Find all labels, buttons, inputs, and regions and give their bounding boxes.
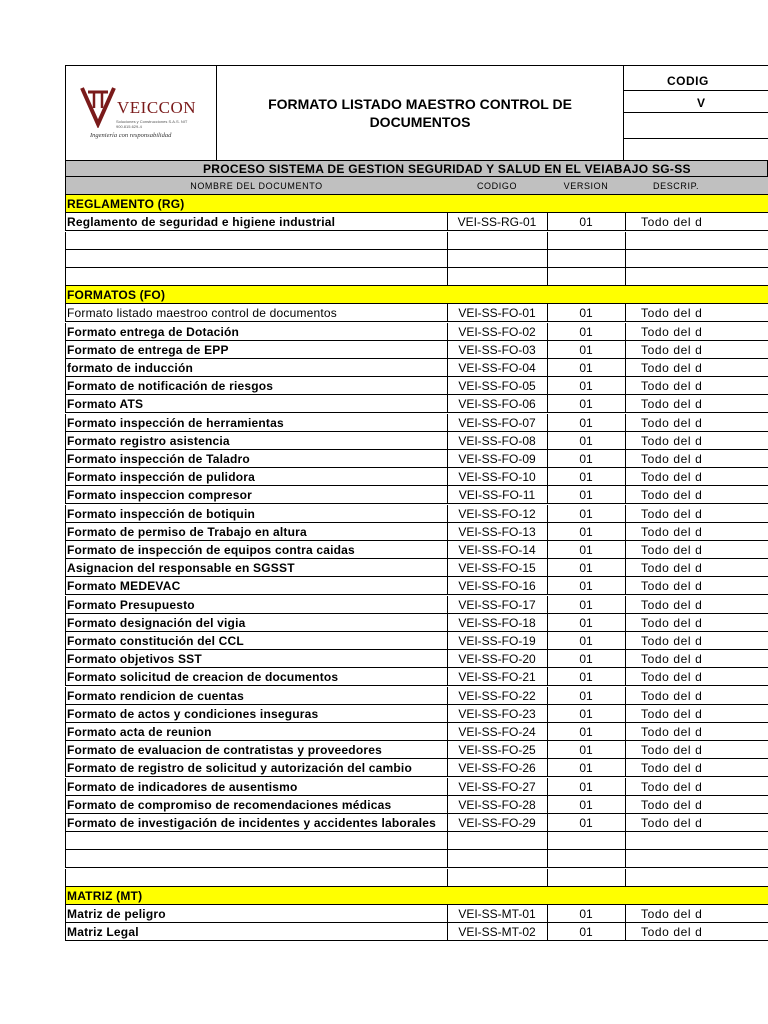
- table-row[interactable]: [65, 650, 768, 668]
- empty-cell: [547, 869, 626, 887]
- empty-row: [65, 850, 768, 868]
- logo-cell: [65, 65, 217, 161]
- empty-cell: [65, 268, 448, 286]
- document-name-cell: Formato de permiso de Trabajo en altura: [65, 523, 448, 541]
- table-row[interactable]: [65, 923, 768, 941]
- document-description-cell: Todo del d: [625, 559, 768, 577]
- document-version-cell: 01: [547, 559, 626, 577]
- empty-cell: [447, 832, 548, 850]
- document-description-cell: Todo del d: [625, 687, 768, 705]
- empty-cell: [65, 832, 448, 850]
- column-header-row: [65, 177, 768, 195]
- document-name-cell: Formato rendicion de cuentas: [65, 687, 448, 705]
- document-description-cell: Todo del d: [625, 323, 768, 341]
- document-version-cell: 01: [547, 523, 626, 541]
- document-version-cell: 01: [547, 923, 626, 941]
- meta-divider: [624, 138, 768, 139]
- document-version-cell: 01: [547, 541, 626, 559]
- process-title-bar: [65, 160, 768, 177]
- document-version-cell: 01: [547, 778, 626, 796]
- empty-cell: [625, 850, 768, 868]
- section-row: [65, 887, 768, 905]
- document-version-cell: 01: [547, 341, 626, 359]
- document-code-cell: VEI-SS-FO-08: [447, 432, 548, 450]
- table-row[interactable]: [65, 723, 768, 741]
- empty-cell: [447, 268, 548, 286]
- table-row[interactable]: [65, 304, 768, 322]
- title-cell: [216, 65, 624, 161]
- document-version-cell: 01: [547, 414, 626, 432]
- document-name-cell: Formato de registro de solicitud y autorización del cambio: [65, 759, 448, 777]
- document-version-cell: 01: [547, 450, 626, 468]
- table-row[interactable]: [65, 741, 768, 759]
- document-code-cell: VEI-SS-FO-10: [447, 468, 548, 486]
- section-title: MATRIZ (MT): [65, 887, 448, 905]
- table-row[interactable]: [65, 359, 768, 377]
- document-code-cell: VEI-SS-FO-27: [447, 778, 548, 796]
- section-row: [65, 195, 768, 213]
- section-fill-cell: [547, 887, 626, 905]
- logo-wordmark: VEICCON: [117, 98, 197, 117]
- table-row[interactable]: [65, 559, 768, 577]
- document-description-cell: Todo del d: [625, 614, 768, 632]
- document-name-cell: Formato designación del vigia: [65, 614, 448, 632]
- empty-cell: [625, 268, 768, 286]
- section-fill-cell: [447, 286, 548, 304]
- empty-row: [65, 869, 768, 887]
- document-code-cell: VEI-SS-FO-04: [447, 359, 548, 377]
- document-version-cell: 01: [547, 814, 626, 832]
- document-name-cell: Formato de evaluacion de contratistas y proveedores: [65, 741, 448, 759]
- document-code-cell: VEI-SS-FO-29: [447, 814, 548, 832]
- document-description-cell: Todo del d: [625, 395, 768, 413]
- document-name-cell: Formato listado maestroo control de documentos: [65, 304, 448, 322]
- empty-cell: [547, 268, 626, 286]
- document-code-cell: VEI-SS-FO-18: [447, 614, 548, 632]
- document-code-cell: VEI-SS-FO-26: [447, 759, 548, 777]
- document-name-cell: Formato inspección de herramientas: [65, 414, 448, 432]
- document-code-cell: VEI-SS-FO-11: [447, 486, 548, 504]
- document-code-cell: VEI-SS-FO-21: [447, 668, 548, 686]
- empty-cell: [65, 869, 448, 887]
- document-code-cell: VEI-SS-FO-19: [447, 632, 548, 650]
- table-row[interactable]: [65, 577, 768, 595]
- document-version-cell: 01: [547, 687, 626, 705]
- document-version-cell: 01: [547, 432, 626, 450]
- section-fill-cell: [625, 887, 768, 905]
- empty-cell: [447, 232, 548, 250]
- document-name-cell: formato de inducción: [65, 359, 448, 377]
- document-description-cell: Todo del d: [625, 505, 768, 523]
- document-version-cell: 01: [547, 596, 626, 614]
- table-row[interactable]: [65, 323, 768, 341]
- document-code-cell: VEI-SS-FO-20: [447, 650, 548, 668]
- document-name-cell: Matriz Legal: [65, 923, 448, 941]
- document-description-cell: Todo del d: [625, 468, 768, 486]
- empty-row: [65, 832, 768, 850]
- empty-row: [65, 268, 768, 286]
- table-row[interactable]: [65, 596, 768, 614]
- document-code-cell: VEI-SS-FO-02: [447, 323, 548, 341]
- document-description-cell: Todo del d: [625, 741, 768, 759]
- empty-cell: [547, 850, 626, 868]
- document-version-cell: 01: [547, 304, 626, 322]
- table-row[interactable]: [65, 468, 768, 486]
- empty-row: [65, 232, 768, 250]
- document-code-cell: VEI-SS-FO-05: [447, 377, 548, 395]
- section-fill-cell: [447, 195, 548, 213]
- document-description-cell: Todo del d: [625, 541, 768, 559]
- table-row[interactable]: [65, 796, 768, 814]
- table-row[interactable]: [65, 759, 768, 777]
- document-version-cell: 01: [547, 377, 626, 395]
- empty-cell: [447, 250, 548, 268]
- document-description-cell: Todo del d: [625, 359, 768, 377]
- document-code-cell: VEI-SS-FO-09: [447, 450, 548, 468]
- column-header-description: DESCRIP.: [625, 177, 768, 195]
- column-header-code: CODIGO: [447, 177, 548, 195]
- document-version-cell: 01: [547, 723, 626, 741]
- document-version-cell: 01: [547, 905, 626, 923]
- document-name-cell: Formato de actos y condiciones inseguras: [65, 705, 448, 723]
- document-code-cell: VEI-SS-MT-02: [447, 923, 548, 941]
- document-code-cell: VEI-SS-FO-17: [447, 596, 548, 614]
- table-row[interactable]: [65, 778, 768, 796]
- document-description-cell: Todo del d: [625, 377, 768, 395]
- document-description-cell: Todo del d: [625, 923, 768, 941]
- empty-cell: [547, 232, 626, 250]
- document-name-cell: Formato de notificación de riesgos: [65, 377, 448, 395]
- document-name-cell: Formato Presupuesto: [65, 596, 448, 614]
- document-name-cell: Formato constitución del CCL: [65, 632, 448, 650]
- empty-cell: [625, 832, 768, 850]
- empty-cell: [625, 869, 768, 887]
- section-fill-cell: [547, 195, 626, 213]
- document-description-cell: Todo del d: [625, 796, 768, 814]
- section-fill-cell: [447, 887, 548, 905]
- document-version-cell: 01: [547, 796, 626, 814]
- document-description-cell: Todo del d: [625, 432, 768, 450]
- document-description-cell: Todo del d: [625, 577, 768, 595]
- document-description-cell: Todo del d: [625, 523, 768, 541]
- empty-row: [65, 250, 768, 268]
- document-name-cell: Formato solicitud de creacion de documentos: [65, 668, 448, 686]
- document-title: FORMATO LISTADO MAESTRO CONTROL DE DOCUMENTOS: [268, 96, 572, 130]
- table-row[interactable]: [65, 541, 768, 559]
- document-name-cell: Reglamento de seguridad e higiene industrial: [65, 213, 448, 231]
- document-description-cell: Todo del d: [625, 905, 768, 923]
- document-code-cell: VEI-SS-FO-06: [447, 395, 548, 413]
- document-description-cell: Todo del d: [625, 596, 768, 614]
- document-version-cell: 01: [547, 650, 626, 668]
- table-row[interactable]: [65, 505, 768, 523]
- document-description-cell: Todo del d: [625, 341, 768, 359]
- table-row[interactable]: [65, 632, 768, 650]
- table-row[interactable]: [65, 432, 768, 450]
- document-code-cell: VEI-SS-MT-01: [447, 905, 548, 923]
- table-row[interactable]: [65, 705, 768, 723]
- column-header-name: NOMBRE DEL DOCUMENTO: [65, 177, 448, 195]
- table-row[interactable]: [65, 414, 768, 432]
- logo-slogan: Ingeniería con responsabilidad: [90, 132, 172, 139]
- column-header-version: VERSION: [547, 177, 626, 195]
- document-name-cell: Formato inspección de pulidora: [65, 468, 448, 486]
- document-code-cell: VEI-SS-FO-07: [447, 414, 548, 432]
- meta-divider: [624, 112, 768, 113]
- empty-cell: [65, 232, 448, 250]
- document-code-cell: VEI-SS-FO-03: [447, 341, 548, 359]
- document-description-cell: Todo del d: [625, 304, 768, 322]
- document-version-cell: 01: [547, 577, 626, 595]
- section-title: REGLAMENTO (RG): [65, 195, 448, 213]
- empty-cell: [65, 250, 448, 268]
- document-name-cell: Formato acta de reunion: [65, 723, 448, 741]
- document-name-cell: Matriz de peligro: [65, 905, 448, 923]
- document-version-cell: 01: [547, 632, 626, 650]
- document-code-cell: VEI-SS-FO-23: [447, 705, 548, 723]
- meta-cell: [623, 65, 768, 161]
- empty-cell: [447, 869, 548, 887]
- document-description-cell: Todo del d: [625, 414, 768, 432]
- document-version-cell: 01: [547, 668, 626, 686]
- document-header: [65, 65, 768, 161]
- empty-cell: [447, 850, 548, 868]
- document-name-cell: Asignacion del responsable en SGSST: [65, 559, 448, 577]
- document-version-cell: 01: [547, 359, 626, 377]
- document-version-cell: 01: [547, 705, 626, 723]
- section-fill-cell: [625, 195, 768, 213]
- process-title: PROCESO SISTEMA DE GESTION SEGURIDAD Y SALUD EN EL VEIABAJO SG-SS: [203, 162, 691, 176]
- table-row[interactable]: [65, 450, 768, 468]
- table-row[interactable]: [65, 905, 768, 923]
- document-version-cell: 01: [547, 323, 626, 341]
- document-name-cell: Formato inspección de Taladro: [65, 450, 448, 468]
- document-description-cell: Todo del d: [625, 486, 768, 504]
- document-version-cell: 01: [547, 741, 626, 759]
- code-label: CODIG: [667, 74, 709, 88]
- company-logo: [80, 84, 210, 144]
- document-name-cell: Formato de investigación de incidentes y accidentes laborales: [65, 814, 448, 832]
- document-code-cell: VEI-SS-FO-14: [447, 541, 548, 559]
- section-row: [65, 286, 768, 304]
- document-name-cell: Formato entrega de Dotación: [65, 323, 448, 341]
- document-code-cell: VEI-SS-FO-28: [447, 796, 548, 814]
- empty-cell: [625, 232, 768, 250]
- veiccon-emblem-icon: [80, 84, 120, 128]
- table-row[interactable]: [65, 668, 768, 686]
- empty-cell: [625, 250, 768, 268]
- document-name-cell: Formato MEDEVAC: [65, 577, 448, 595]
- document-code-cell: VEI-SS-FO-24: [447, 723, 548, 741]
- meta-divider: [624, 90, 768, 91]
- table-row[interactable]: [65, 814, 768, 832]
- document-code-cell: VEI-SS-FO-01: [447, 304, 548, 322]
- document-description-cell: Todo del d: [625, 778, 768, 796]
- table-row[interactable]: [65, 341, 768, 359]
- document-version-cell: 01: [547, 505, 626, 523]
- document-code-cell: VEI-SS-FO-16: [447, 577, 548, 595]
- document-description-cell: Todo del d: [625, 759, 768, 777]
- document-description-cell: Todo del d: [625, 213, 768, 231]
- document-description-cell: Todo del d: [625, 450, 768, 468]
- document-name-cell: Formato de entrega de EPP: [65, 341, 448, 359]
- logo-subtext: Soluciones y Construcciones S.A.S. NIT 900.815.629-4: [116, 119, 188, 129]
- table-row[interactable]: [65, 213, 768, 231]
- document-version-cell: 01: [547, 395, 626, 413]
- document-name-cell: Formato inspeccion compresor: [65, 486, 448, 504]
- document-version-cell: 01: [547, 614, 626, 632]
- empty-cell: [547, 250, 626, 268]
- document-version-cell: 01: [547, 468, 626, 486]
- version-label: V: [697, 96, 706, 110]
- document-version-cell: 01: [547, 486, 626, 504]
- section-fill-cell: [625, 286, 768, 304]
- document-name-cell: Formato de inspección de equipos contra caidas: [65, 541, 448, 559]
- document-version-cell: 01: [547, 759, 626, 777]
- document-description-cell: Todo del d: [625, 814, 768, 832]
- document-code-cell: VEI-SS-FO-25: [447, 741, 548, 759]
- document-code-cell: VEI-SS-FO-12: [447, 505, 548, 523]
- document-code-cell: VEI-SS-FO-13: [447, 523, 548, 541]
- table-row[interactable]: [65, 395, 768, 413]
- table-row[interactable]: [65, 687, 768, 705]
- document-description-cell: Todo del d: [625, 668, 768, 686]
- document-name-cell: Formato objetivos SST: [65, 650, 448, 668]
- document-description-cell: Todo del d: [625, 723, 768, 741]
- document-description-cell: Todo del d: [625, 650, 768, 668]
- document-code-cell: VEI-SS-FO-22: [447, 687, 548, 705]
- empty-cell: [547, 832, 626, 850]
- document-description-cell: Todo del d: [625, 705, 768, 723]
- document-description-cell: Todo del d: [625, 632, 768, 650]
- document-code-cell: VEI-SS-FO-15: [447, 559, 548, 577]
- document-name-cell: Formato de indicadores de ausentismo: [65, 778, 448, 796]
- table-row[interactable]: [65, 614, 768, 632]
- document-version-cell: 01: [547, 213, 626, 231]
- table-row[interactable]: [65, 523, 768, 541]
- empty-cell: [65, 850, 448, 868]
- document-name-cell: Formato de compromiso de recomendaciones médicas: [65, 796, 448, 814]
- document-name-cell: Formato inspección de botiquin: [65, 505, 448, 523]
- document-code-cell: VEI-SS-RG-01: [447, 213, 548, 231]
- document-name-cell: Formato registro asistencia: [65, 432, 448, 450]
- table-row[interactable]: [65, 486, 768, 504]
- document-name-cell: Formato ATS: [65, 395, 448, 413]
- section-title: FORMATOS (FO): [65, 286, 448, 304]
- section-fill-cell: [547, 286, 626, 304]
- table-row[interactable]: [65, 377, 768, 395]
